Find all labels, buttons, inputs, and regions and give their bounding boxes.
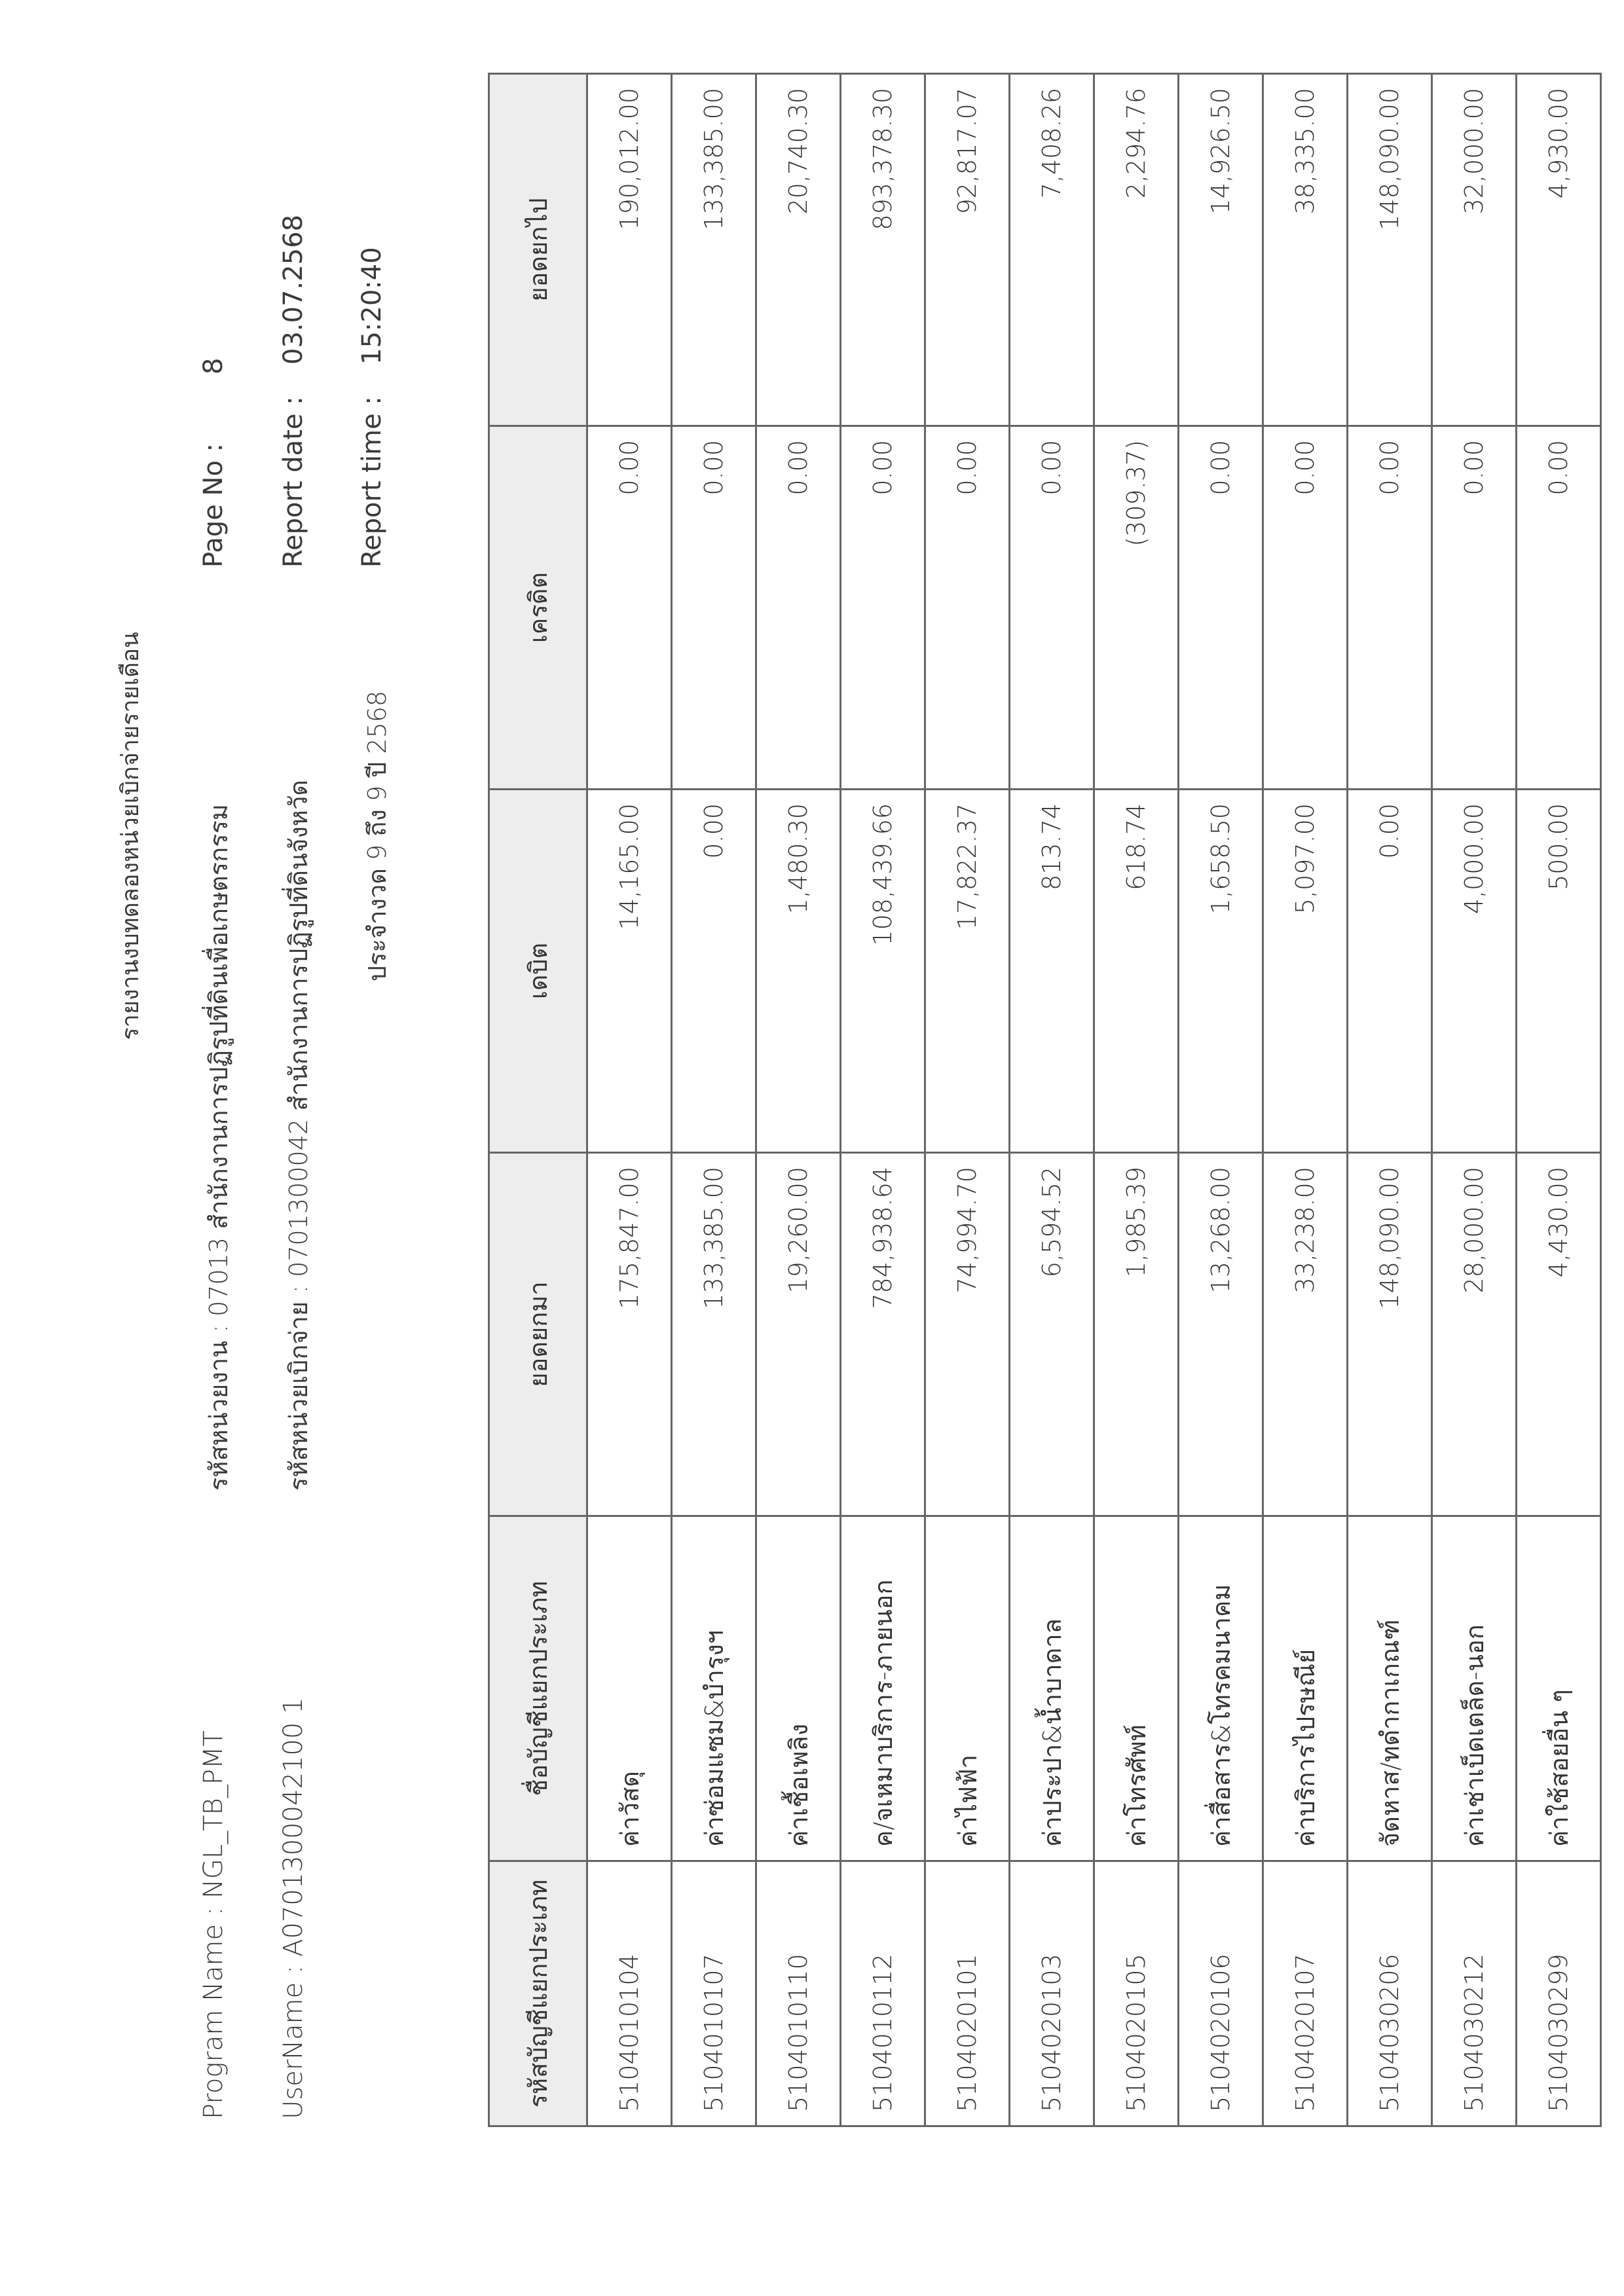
account-name-cell: ค่าวัสดุ [587,1516,672,1861]
opening-balance-cell: 28,000.00 [1432,1153,1517,1516]
disbursement-unit-line: รหัสหน่วยเบิกจ่าย : 0701300042 สำนักงานการปฏิรูปที่ดินจังหวัด [284,780,313,1491]
table-row [1010,74,1094,2126]
debit-cell: 500.00 [1517,790,1601,1153]
col-header-account-code: รหัสบัญชีแยกประเภท [489,1861,587,2126]
debit-cell: 1,480.30 [756,790,841,1153]
account-code-cell: 5104020105 [1094,1861,1179,2126]
report-date-value: 03.07.2568 [278,214,308,365]
closing-balance-cell: 14,926.50 [1179,74,1263,426]
report-title: รายงานงบทดลองหน่วยเบิกจ่ายรายเดือน [117,632,144,1040]
debit-cell: 17,822.37 [925,790,1010,1153]
closing-balance-cell: 133,385.00 [672,74,756,426]
closing-balance-cell: 893,378.30 [841,74,925,426]
debit-cell: 108,439.66 [841,790,925,1153]
credit-cell: 0.00 [1517,426,1601,790]
opening-balance-cell: 19,260.00 [756,1153,841,1516]
col-header-closing-balance: ยอดยกไป [489,74,587,426]
opening-balance-cell: 33,238.00 [1263,1153,1348,1516]
account-code-cell: 5104030299 [1517,1861,1601,2126]
table-row [1432,74,1517,2126]
account-name-cell: ค่าซ่อมแซม&บำรุงฯ [672,1516,756,1861]
debit-cell: 5,097.00 [1263,790,1348,1153]
col-header-debit: เดบิต [489,790,587,1153]
account-code-cell: 5104010110 [756,1861,841,2126]
credit-cell: (309.37) [1094,426,1179,790]
page-no-label: Page No : [198,443,229,568]
closing-balance-cell: 148,090.00 [1348,74,1432,426]
opening-balance-cell: 1,985.39 [1094,1153,1179,1516]
report-date-label: Report date : [278,396,308,568]
debit-cell: 1,658.50 [1179,790,1263,1153]
closing-balance-cell: 20,740.30 [756,74,841,426]
col-header-opening-balance: ยอดยกมา [489,1153,587,1516]
user-name: UserName : A0701300042100 1 [278,1697,308,2119]
opening-balance-cell: 148,090.00 [1348,1153,1432,1516]
account-name-cell: ค่าโทรศัพท์ [1094,1516,1179,1861]
closing-balance-cell: 4,930.00 [1517,74,1601,426]
closing-balance-cell: 92,817.07 [925,74,1010,426]
page-no-value: 8 [198,357,229,374]
closing-balance-cell: 2,294.76 [1094,74,1179,426]
account-code-cell: 5104010104 [587,1861,672,2126]
opening-balance-cell: 133,385.00 [672,1153,756,1516]
table-row [925,74,1010,2126]
opening-balance-cell: 4,430.00 [1517,1153,1601,1516]
credit-cell: 0.00 [587,426,672,790]
account-code-cell: 5104030212 [1432,1861,1517,2126]
col-header-credit: เครดิต [489,426,587,790]
debit-cell: 0.00 [672,790,756,1153]
opening-balance-cell: 6,594.52 [1010,1153,1094,1516]
credit-cell: 0.00 [672,426,756,790]
credit-cell: 0.00 [1348,426,1432,790]
credit-cell: 0.00 [1432,426,1517,790]
credit-cell: 0.00 [1010,426,1094,790]
account-name-cell: ค่าสื่อสาร&โทรคมนาคม [1179,1516,1263,1861]
debit-cell: 14,165.00 [587,790,672,1153]
table-row [756,74,841,2126]
account-code-cell: 5104020106 [1179,1861,1263,2126]
account-code-cell: 5104020103 [1010,1861,1094,2126]
table-row [1094,74,1179,2126]
account-name-cell: ค่าไฟฟ้า [925,1516,1010,1861]
closing-balance-cell: 190,012.00 [587,74,672,426]
account-code-cell: 5104030206 [1348,1861,1432,2126]
credit-cell: 0.00 [1179,426,1263,790]
account-name-cell: ค่าเชื้อเพลิง [756,1516,841,1861]
report-time-value: 15:20:40 [357,247,387,365]
account-name-cell: ค่าใช้สอยอื่น ๆ [1517,1516,1601,1861]
account-code-cell: 5104010112 [841,1861,925,2126]
account-code-cell: 5104020107 [1263,1861,1348,2126]
account-name-cell: จัดหาส/ทดำกาเกณฑ์ [1348,1516,1432,1861]
debit-cell: 4,000.00 [1432,790,1517,1153]
account-name-cell: ค่าบริการไปรษณีย์ [1263,1516,1348,1861]
credit-cell: 0.00 [756,426,841,790]
table-row [841,74,925,2126]
unit-line: รหัสหน่วยงาน : 07013 สำนักงานการปฏิรูปที่ดินเพื่อเกษตรกรรม [204,804,233,1491]
report-time-label: Report time : [357,396,387,568]
opening-balance-cell: 13,268.00 [1179,1153,1263,1516]
opening-balance-cell: 784,938.64 [841,1153,925,1516]
table-body [587,74,1601,2126]
table-row [1517,74,1601,2126]
closing-balance-cell: 38,335.00 [1263,74,1348,426]
credit-cell: 0.00 [925,426,1010,790]
credit-cell: 0.00 [1263,426,1348,790]
opening-balance-cell: 74,994.70 [925,1153,1010,1516]
table-row [1263,74,1348,2126]
debit-cell: 813.74 [1010,790,1094,1153]
debit-cell: 618.74 [1094,790,1179,1153]
period-line: ประจำงวด 9 ถึง 9 ปี 2568 [363,690,392,982]
table-header-row [489,74,587,2126]
closing-balance-cell: 32,000.00 [1432,74,1517,426]
table-row [587,74,672,2126]
table-row [1179,74,1263,2126]
opening-balance-cell: 175,847.00 [587,1153,672,1516]
closing-balance-cell: 7,408.26 [1010,74,1094,426]
trial-balance-table [488,73,1602,2127]
account-name-cell: ค่าเช่าเบ็ดเตล็ด-นอก [1432,1516,1517,1861]
col-header-account-name: ชื่อบัญชีแยกประเภท [489,1516,587,1861]
program-name: Program Name : NGL_TB_PMT [198,1730,229,2119]
table-row [1348,74,1432,2126]
credit-cell: 0.00 [841,426,925,790]
account-code-cell: 5104020101 [925,1861,1010,2126]
debit-cell: 0.00 [1348,790,1432,1153]
account-name-cell: ค่าประปา&น้ำบาดาล [1010,1516,1094,1861]
account-name-cell: ค/จเหมาบริการ-ภายนอก [841,1516,925,1861]
table-row [672,74,756,2126]
account-code-cell: 5104010107 [672,1861,756,2126]
